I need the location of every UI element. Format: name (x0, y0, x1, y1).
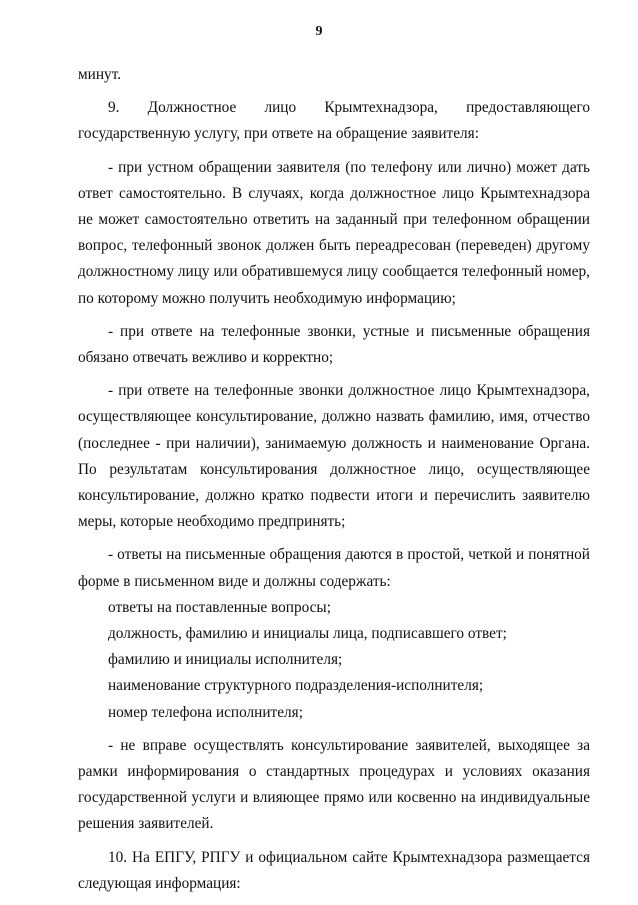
list-item-answers: ответы на поставленные вопросы; (108, 598, 331, 616)
paragraph-continuation: минут. (78, 66, 122, 83)
paragraph-written-answers: - ответы на письменные обращения даются в простой, четкой и понятной форме в письменном виде и должны содержать: (78, 546, 590, 590)
paragraph-item-10: 10. На ЕПГУ, РПГУ и официальном сайте Крымтехнадзора размещается следующая информация: (78, 848, 590, 892)
list-item-phone: номер телефона исполнителя; (108, 703, 303, 721)
paragraph-restriction: - не вправе осуществлять консультирование заявителей, выходящее за рамки информирования о стандартных процедурах и условиях оказания государственной услуги и влияющее прямо или косвенно на индивидуальные решения заявителей. (78, 736, 590, 833)
paragraph-oral-request: - при устном обращении заявителя (по телефону или лично) может дать ответ самостоятельно. В случаях, когда должностное лицо Крымтехнадзора не может самостоятельно ответить на заданный при телефонном обращении вопрос, телефонный звонок должен быть переадресован (переведен) другому должностному лицу или обратившемуся лицу сообщается телефонный номер, по которому можно получить необходимую информацию; (78, 158, 590, 307)
paragraph-phone-answer: - при ответе на телефонные звонки должностное лицо Крымтехнадзора, осуществляющее консультирование, должно назвать фамилию, имя, отчество (последнее - при наличии), занимаемую должность и наименование Органа. По результатам консультирования должностное лицо, осуществляющее консультирование, должно кратко подвести итоги и перечислить заявителю меры, которые необходимо предпринять; (78, 382, 590, 531)
page-number: 9 (315, 24, 323, 39)
paragraph-item-9: 9. Должностное лицо Крымтехнадзора, предоставляющего государственную услугу, при ответе на обращение заявителя: (78, 99, 590, 143)
list-item-signer: должность, фамилию и инициалы лица, подписавшего ответ; (108, 625, 507, 643)
document-body (78, 62, 590, 897)
paragraph-politeness: - при ответе на телефонные звонки, устные и письменные обращения обязано отвечать вежливо и корректно; (78, 322, 590, 367)
list-item-department: наименование структурного подразделения-исполнителя; (108, 677, 484, 695)
list-item-executor-name: фамилию и инициалы исполнителя; (108, 651, 343, 669)
